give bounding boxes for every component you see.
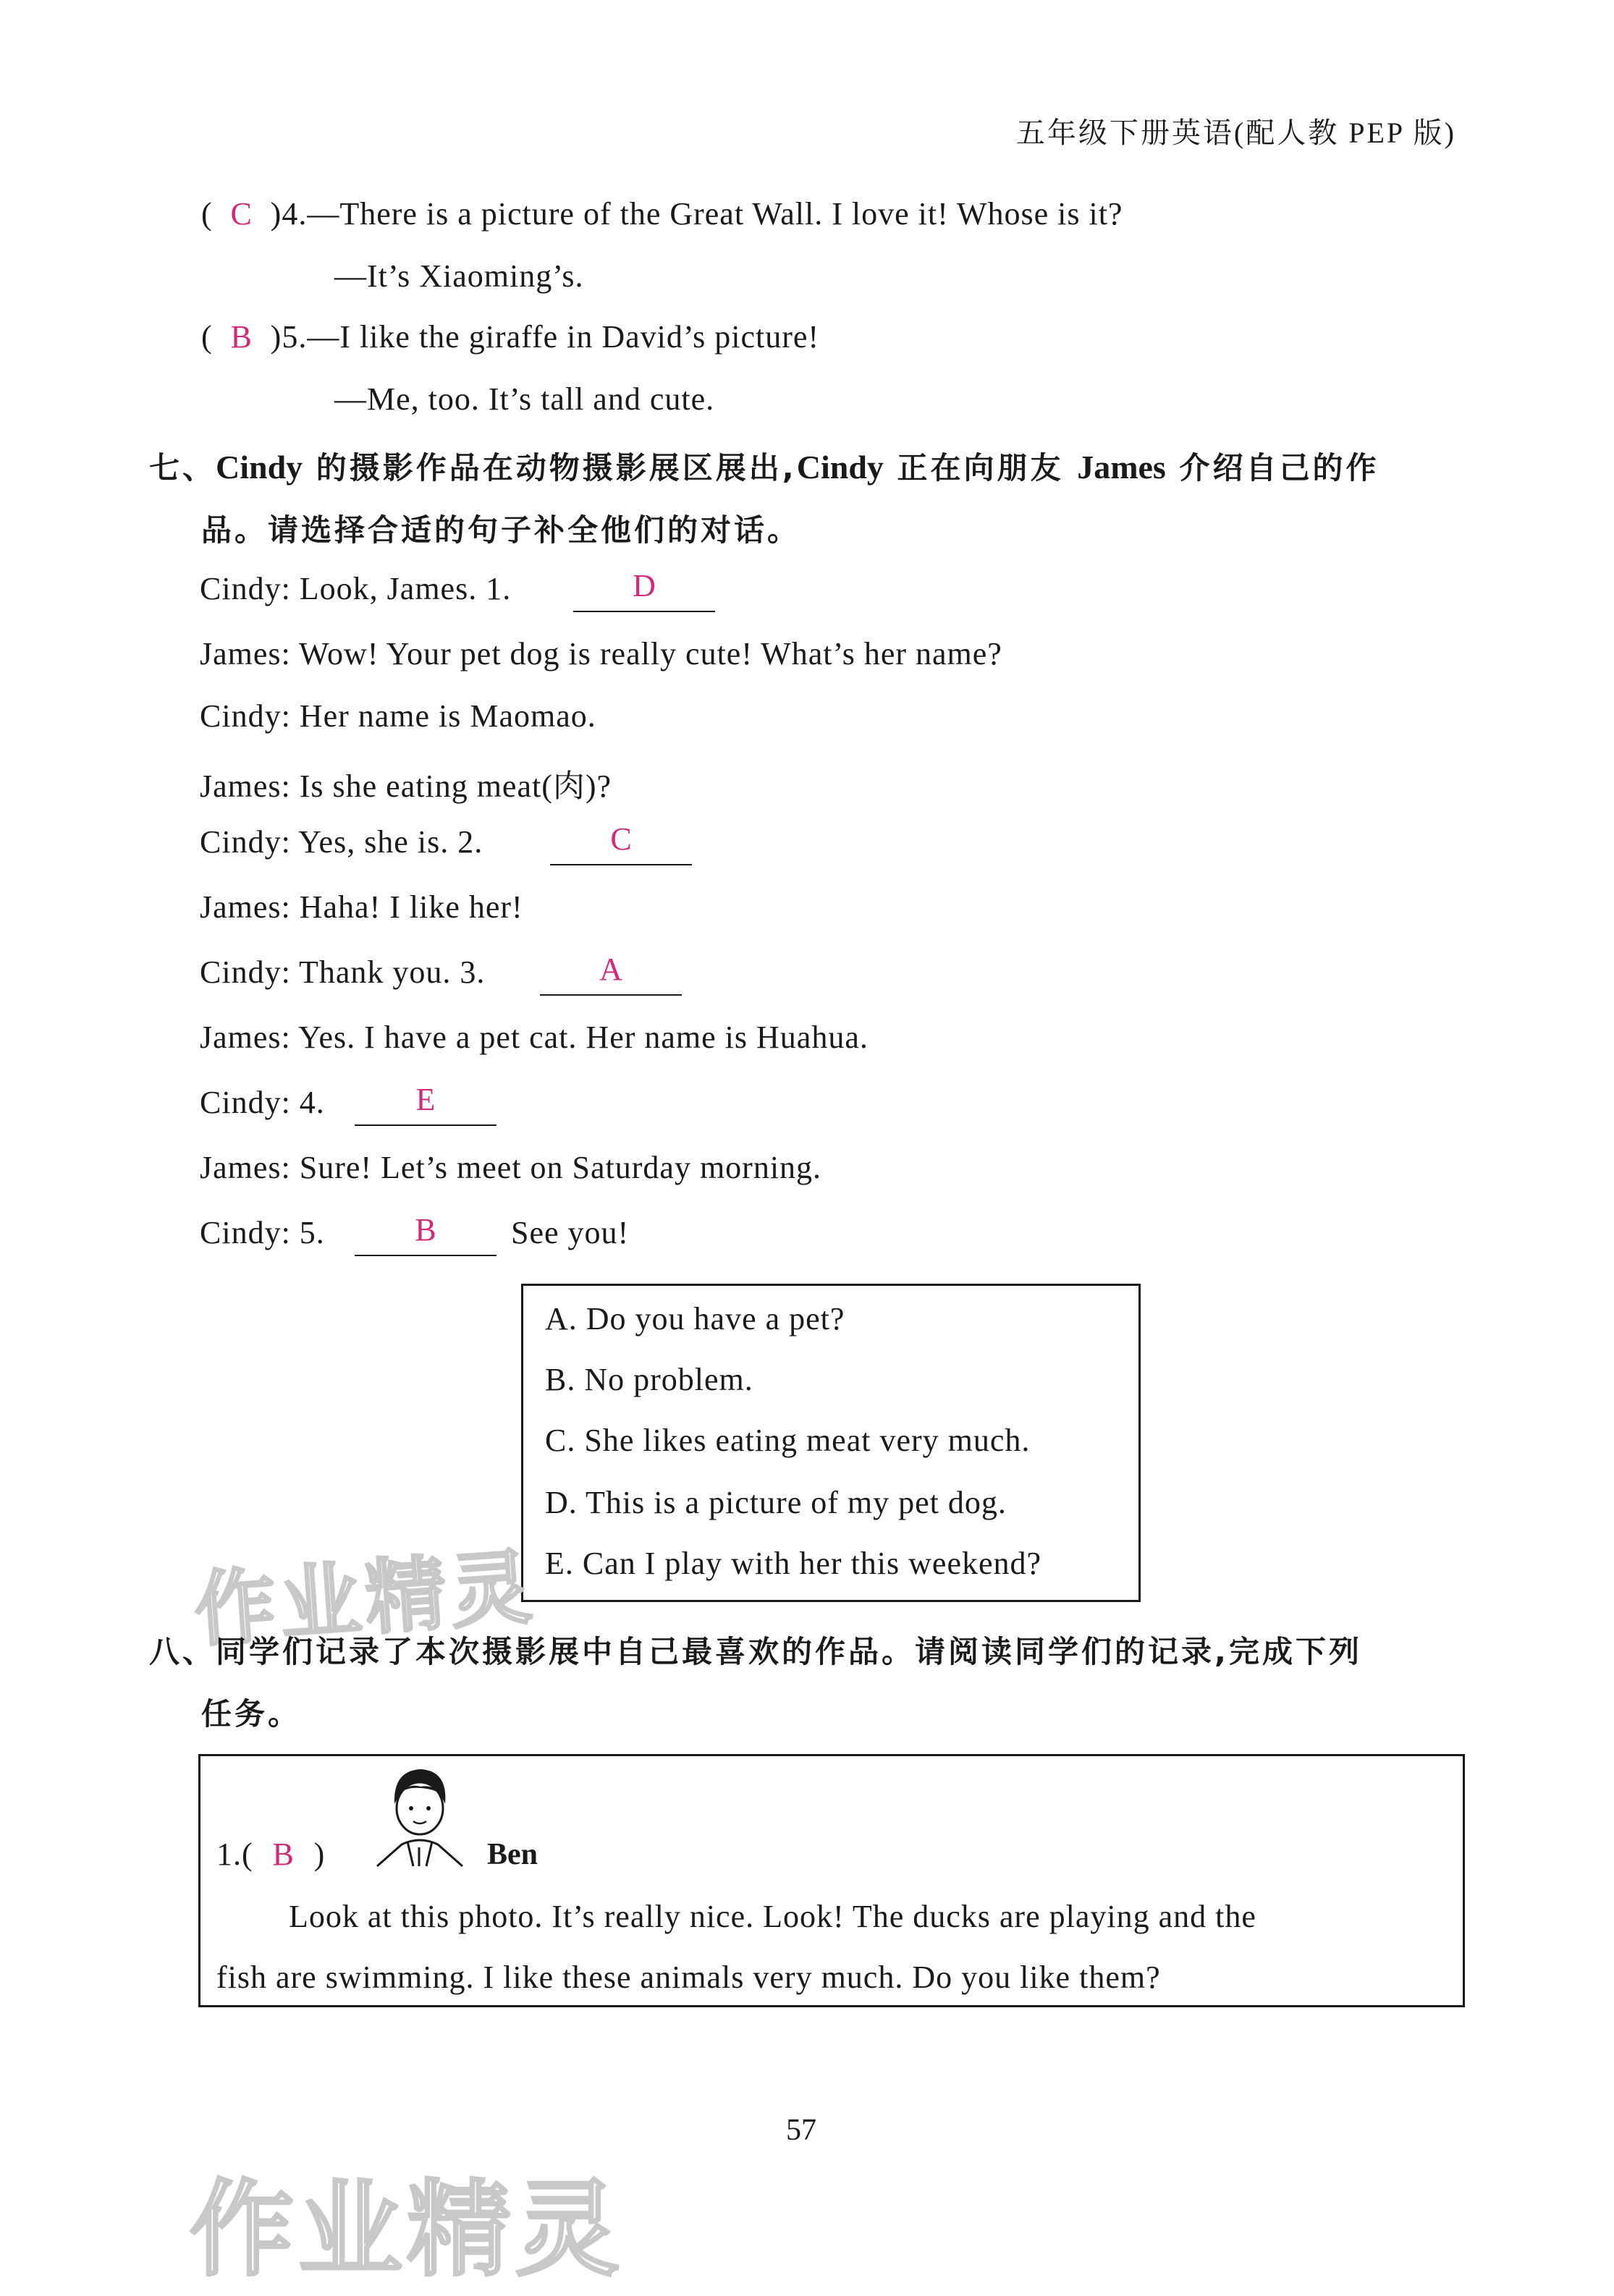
watermark-logo: 作业精灵 [191, 1540, 539, 1659]
option-b: B. No problem. [545, 1362, 753, 1397]
dialogue-line: Cindy: Yes, she is. 2. [200, 824, 483, 860]
answer-mark: B [272, 1837, 295, 1872]
boy-avatar-icon [373, 1761, 467, 1869]
option-c: C. She likes eating meat very much. [545, 1423, 1031, 1458]
student-name: Ben [487, 1838, 538, 1871]
answer-mark: C [230, 196, 253, 232]
dialogue-line: Cindy: Thank you. 3. [200, 954, 486, 990]
question-reply-5: —Me, too. It’s tall and cute. [334, 381, 715, 417]
answer-blank-1[interactable]: D [573, 573, 715, 612]
option-d: D. This is a picture of my pet dog. [545, 1485, 1007, 1520]
answer-blank-3[interactable]: A [540, 957, 682, 996]
record-question: 1.( B ) [216, 1837, 326, 1872]
options-box [521, 1284, 1141, 1602]
section-8-heading: 八、同学们记录了本次摄影展中自己最喜欢的作品。请阅读同学们的记录,完成下列 [149, 1634, 1362, 1669]
question-item-5: ( B )5.—I like the giraffe in David’s picture! [201, 319, 820, 355]
question-number: 5. [282, 319, 308, 355]
answer-blank-2[interactable]: C [550, 826, 692, 865]
section-8-heading-line2: 任务。 [201, 1696, 302, 1732]
question-text: —I like the giraffe in David’s picture! [307, 319, 820, 355]
dialogue-line: James: Is she eating meat(肉)? [200, 768, 612, 804]
page-number: 57 [786, 2114, 816, 2147]
record-text-line1: Look at this photo. It’s really nice. Look! The ducks are playing and the [289, 1899, 1256, 1934]
dialogue-line: James: Wow! Your pet dog is really cute! What’s her name? [200, 636, 1002, 672]
answer-blank-5[interactable]: B [355, 1217, 497, 1256]
question-text: —There is a picture of the Great Wall. I love it! Whose is it? [307, 196, 1123, 232]
watermark-logo-bottom: 作业精灵 [190, 2169, 625, 2290]
section-7-heading: 七、Cindy 的摄影作品在动物摄影展区展出,Cindy 正在向朋友 James 介绍自己的作 [149, 449, 1379, 486]
record-box [198, 1754, 1465, 2007]
dialogue-line-tail: See you! [511, 1215, 630, 1250]
dialogue-line: Cindy: 4. [200, 1085, 325, 1120]
dialogue-line: Cindy: Her name is Maomao. [200, 698, 596, 734]
section-7-heading-line2: 品。请选择合适的句子补全他们的对话。 [201, 512, 801, 548]
dialogue-line: James: Sure! Let’s meet on Saturday morning. [200, 1150, 822, 1185]
option-e: E. Can I play with her this weekend? [545, 1546, 1042, 1581]
page-header: 五年级下册英语(配人教 PEP 版) [1015, 117, 1456, 149]
answer-mark: B [230, 319, 253, 355]
question-reply-4: —It’s Xiaoming’s. [334, 258, 584, 294]
dialogue-line: Cindy: 5. [200, 1215, 325, 1250]
question-number: 4. [282, 196, 308, 232]
dialogue-line: James: Haha! I like her! [200, 889, 523, 925]
dialogue-line: Cindy: Look, James. 1. [200, 571, 512, 606]
answer-blank-4[interactable]: E [355, 1087, 497, 1126]
option-a: A. Do you have a pet? [545, 1301, 845, 1336]
record-text-line2: fish are swimming. I like these animals very much. Do you like them? [216, 1960, 1161, 1995]
dialogue-line: James: Yes. I have a pet cat. Her name is Huahua. [200, 1020, 869, 1055]
question-item-4: ( C )4.—There is a picture of the Great Wall. I love it! Whose is it? [201, 196, 1123, 232]
